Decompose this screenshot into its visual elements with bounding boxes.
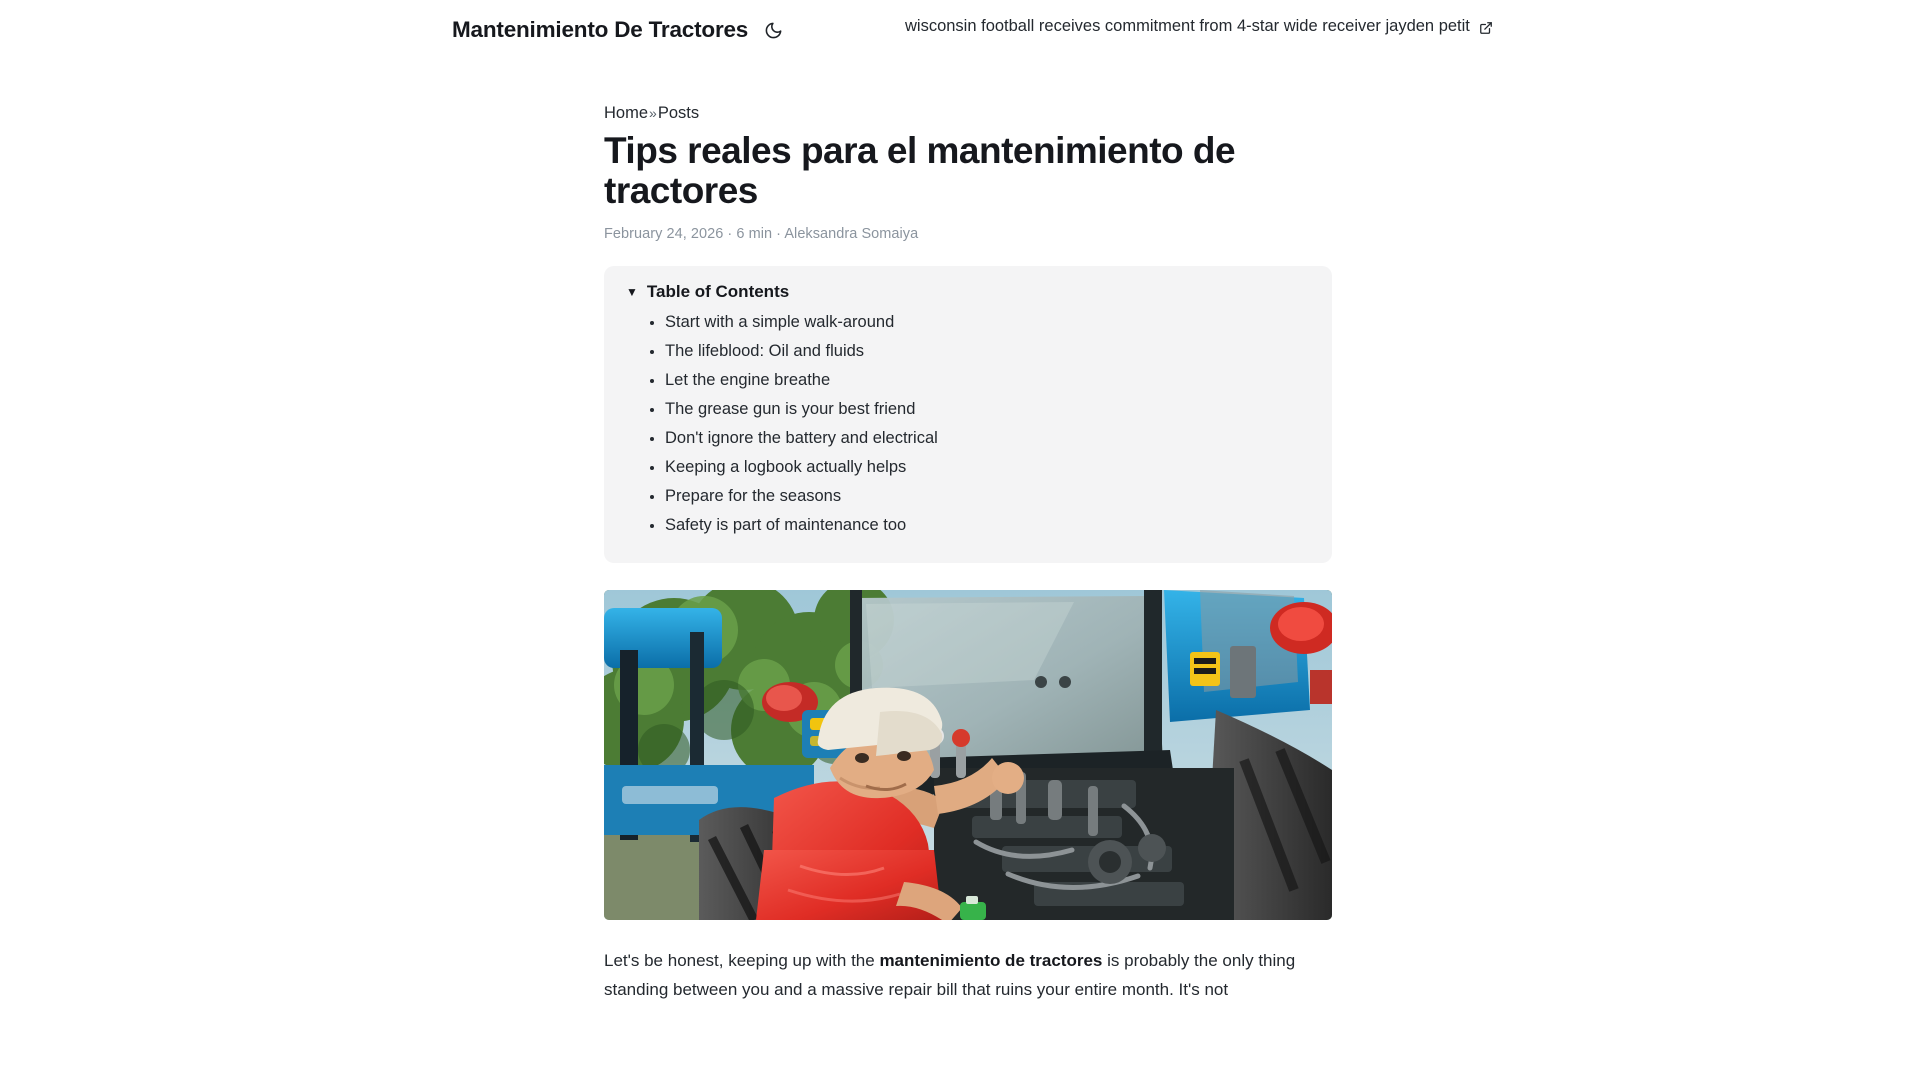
promo-link-label: wisconsin football receives commitment from 4-star wide receiver jayden petit (905, 17, 1470, 35)
post-article (604, 60, 1332, 1004)
featured-image-art (604, 590, 1332, 920)
table-of-contents (604, 266, 1332, 562)
list-item (665, 311, 1310, 335)
breadcrumb-separator: » (649, 105, 657, 121)
paragraph-text-end: is probably the only thing standing between you and a massive repair bill that ruins your entire month. It's not (604, 950, 1296, 999)
toc-toggle[interactable] (626, 282, 1310, 302)
toc-link[interactable]: Start with a simple walk-around (665, 313, 895, 332)
brand (452, 17, 784, 43)
paragraph (604, 946, 1332, 1004)
toc-title: Table of Contents (646, 282, 790, 302)
site-header (0, 0, 1920, 60)
toc-link[interactable]: Prepare for the seasons (665, 486, 842, 505)
post-body (604, 946, 1332, 1004)
featured-image (604, 590, 1332, 920)
toc-link[interactable]: Safety is part of maintenance too (665, 515, 907, 534)
toc-link[interactable]: The lifeblood: Oil and fluids (665, 342, 865, 361)
list-item (665, 340, 1310, 364)
toc-link[interactable]: The grease gun is your best friend (665, 400, 916, 419)
keyword-emphasis: mantenimiento de tractores (879, 950, 1103, 970)
page-title: Tips reales para el mantenimiento de tractores (604, 130, 1236, 212)
list-item (665, 398, 1310, 422)
paragraph-text-start: Let's be honest, keeping up with the (604, 950, 880, 970)
post-meta: February 24, 2026 · 6 min · Aleksandra Somaiya (604, 226, 919, 243)
breadcrumb (604, 103, 1332, 124)
chevron-down-icon: ▼ (626, 285, 638, 300)
external-link-icon (1479, 21, 1493, 35)
toc-link[interactable]: Don't ignore the battery and electrical (665, 429, 938, 448)
toc-link[interactable]: Let the engine breathe (665, 371, 831, 390)
site-title[interactable]: Mantenimiento De Tractores (452, 17, 749, 42)
page-main (0, 60, 1920, 1004)
toc-list (626, 311, 1310, 537)
moon-glyph (764, 21, 783, 40)
toc-link[interactable]: Keeping a logbook actually helps (665, 457, 907, 476)
breadcrumb-posts[interactable]: Posts (657, 104, 700, 122)
promo-link[interactable] (905, 17, 1493, 36)
list-item (665, 369, 1310, 393)
list-item (665, 485, 1310, 509)
list-item (665, 456, 1310, 480)
list-item (665, 427, 1310, 451)
breadcrumb-home[interactable]: Home (604, 104, 649, 122)
list-item (665, 514, 1310, 538)
moon-icon[interactable] (762, 19, 784, 41)
external-link-glyph (1479, 21, 1493, 35)
